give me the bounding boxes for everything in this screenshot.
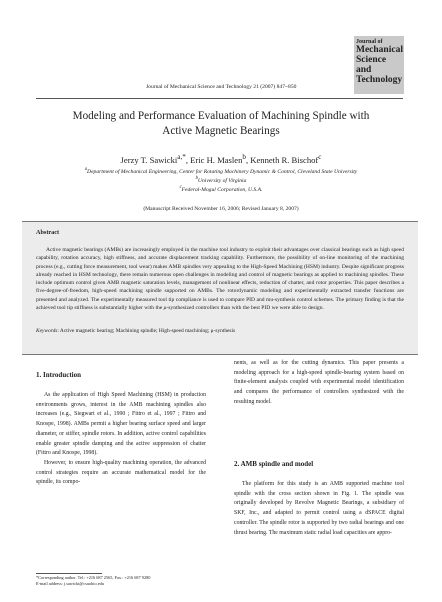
author-name: Eric H. Maslen: [190, 154, 243, 165]
body-paragraph: However, to ensure high-quality machining operation, the advanced control strategies require an accurate mathematical model for the spindle, its compo-: [36, 459, 206, 486]
mu-symbol: μ: [163, 304, 167, 311]
author-name: Jerzy T. Sawicki: [120, 154, 178, 165]
journal-logo-small: Journal of: [356, 39, 383, 45]
journal-logo: [354, 36, 404, 94]
title-line: Active Magnetic Bearings: [162, 125, 280, 137]
affiliation-marker: a: [84, 167, 88, 172]
abstract-text-part: Active magnetic bearings (AMBs) are increasingly employed in the machine tool industry to exploit their advantages over classical bearings such as high speed capability, rotation accuracy, high stiffness, and accurate displacement tracking capability. Furthermore, the possibility of on-line monitoring of the machining process (e.g., cutting force measurement, tool wear) makes AMB spindles very appealing to the High-Speed Machining (HSM) industry. Despite significant progress already reached in HSM technology, there remain numerous open challenges in modeling and control of magnetic bearings as applied to machining spindles. These include optimum control given AMB magnetic saturation levels, management of nonlinear effects, reduction of chatter, and rotor properties. This paper describes a five-degree-of-freedom, high-speed machining spindle supported on AMBs. The rotordynamic modeling and experimentally extracted transfer functions are presented and analyzed. The experimentally measured tool tip compliance is used to compare PID and mu-synthesis control schemes. The primary finding is that the achieved tool tip stiffness is substantially higher with the: [36, 247, 404, 311]
footnote-rule: [36, 573, 102, 574]
author-superscript: c: [318, 153, 322, 161]
body-paragraph: As the application of High Speed Machining (HSM) in production environments grows, interest in the AMB machining spindles also increases (e.g., Siegwart et al., 1990 ; Fittro et al., 1997 ; Fittro and Knospe, 1998). AMBs permit a higher bearing surface speed and larger diameter, or stiffer, spindle rotors. In addition, active control capabilities enable greater spindle damping and the active suppression of chatter (Fittro and Knospe, 1998).: [36, 392, 206, 457]
title-line: Modeling and Performance Evaluation of Machining Spindle with: [72, 110, 370, 122]
affiliation-text: University of Virginia: [197, 177, 247, 184]
manuscript-received: (Manuscript Received November 16, 2006; Revised January 8, 2007): [143, 206, 299, 212]
abstract-text: [36, 246, 404, 312]
journal-citation: Journal of Mechanical Science and Technology 21 (2007) 847~850: [146, 84, 297, 90]
introduction-column: [36, 391, 206, 488]
affiliation-text: Department of Mechanical Engineering, Center for Rotating Machinery Dynamic & Control, Cleveland State University: [87, 168, 358, 175]
affiliation: [36, 167, 406, 175]
journal-logo-line: Technology: [356, 75, 403, 86]
affiliation: [36, 176, 406, 184]
keywords-label: Keywords: [36, 328, 58, 334]
abstract-heading: Abstract: [36, 229, 60, 236]
right-column-intro: [234, 359, 404, 408]
author-superscript: b: [242, 153, 246, 161]
footnote-email: E-mail address: j.sawicki@csuohio.edu: [36, 581, 104, 586]
section-heading: 1. Introduction: [36, 371, 81, 379]
body-paragraph: nents, as well as for the cutting dynamics. This paper presents a modeling approach for a high-speed spindle-bearing system based on finite-element analysis coupled with experimental model identification and compares the performance of controllers synthesized with the resulting model.: [234, 360, 404, 405]
body-paragraph: The platform for this study is an AMB supported machine tool spindle with the cross section shown in Fig. 1. The spindle was originally developed by Revolve Magnetic Bearings, a subsidiary of SKF, Inc., and adapted to permit control using a dSPACE digital controller. The spindle rotor is supported by two radial bearings and one thrust bearing. The maximum static radial load capacities are appro-: [234, 481, 404, 536]
header-rule: [36, 98, 403, 99]
keywords: [36, 328, 404, 334]
footnote-corresponding: *Corresponding author. Tel.: +216 687 2565, Fax.: +216 687 9280: [36, 575, 151, 580]
author-list: Jerzy T. Sawicki$^{a,*}$, Eric H. Maslen$^b$, Kenneth R. Bischof$^c$: [120, 153, 322, 165]
section-heading: 2. AMB spindle and model: [234, 460, 314, 468]
affiliation-marker: c: [179, 185, 182, 190]
journal-logo-line: Science and: [356, 55, 387, 76]
section2-column: [234, 480, 404, 538]
abstract-text-part: -synthesized controllers than with the best PID we were able to design.: [166, 304, 324, 311]
journal-logo-line: Mechanical: [356, 45, 403, 56]
author-superscript: a,*: [177, 153, 186, 161]
affiliation-marker: b: [195, 176, 198, 181]
affiliation-text: Federal-Mogul Corporation, U.S.A.: [181, 186, 263, 193]
affiliation: [36, 185, 406, 193]
paper-title: [36, 109, 406, 139]
author-name: Kenneth R. Bischof: [250, 154, 319, 165]
keywords-text: : Active magnetic bearing; Machining spindle; High-speed machining; μ-synthesis: [57, 328, 236, 334]
footnote: [36, 575, 206, 587]
